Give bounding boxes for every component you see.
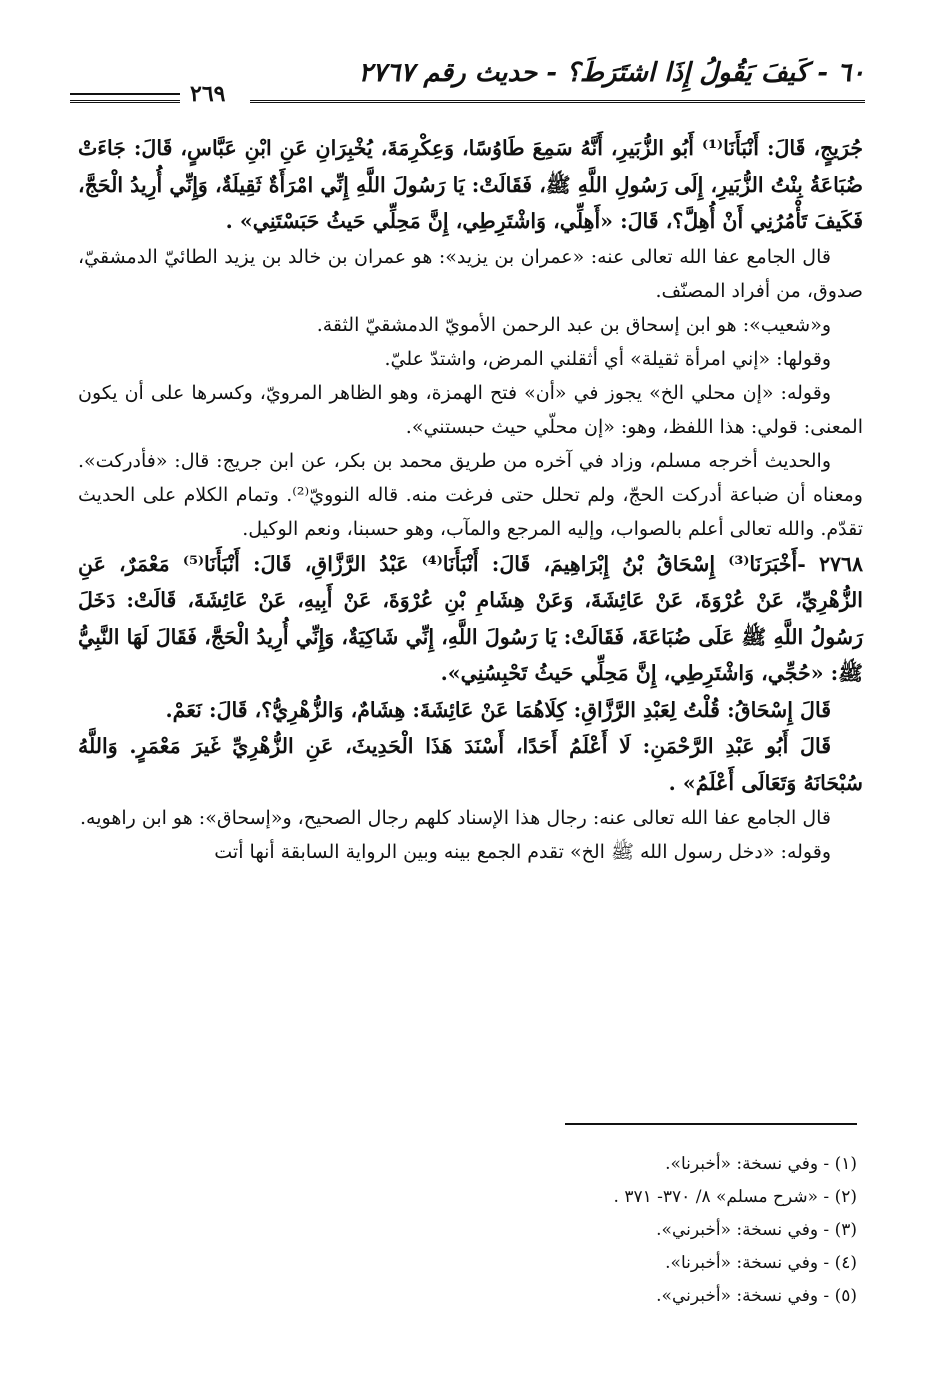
footnote-separator — [565, 1123, 857, 1125]
hadith-note-ishaq: قَالَ إِسْحَاقُ: قُلْتُ لِعَبْدِ الرَّزَّاقِ: كِلَاهُمَا عَنْ عَائِشَةَ: هِشَامٌ، وَالزُّهْرِيُّ؟، قَالَ: نَعَمْ. — [165, 697, 831, 722]
footnote: (١) - وفي نسخة: «أخبرنا». — [665, 1154, 857, 1174]
commentary-paragraph: والحديث أخرجه مسلم، وزاد في آخره من طريق محمد بن بكر، عن ابن جريج: قال: «فأدركت». ومعناه أن ضباعة أدركت الحجّ، ولم تحلل حتى فرغت منه. قاله النوويّ⁽²⁾. وتمام الكلام على الحديث تقدّم. والله تعالى أعلم بالصواب، وإليه المرجع والمآب، وهو حسبنا، ونعم الوكيل. — [78, 449, 863, 540]
commentary-paragraph: وقوله: «دخل رسول الله ﷺ الخ» تقدم الجمع بينه وبين الرواية السابقة أنها أتت — [214, 841, 831, 863]
hadith-text-continued: جُرَيجٍ، قَالَ: أَنْبَأَنَا⁽¹⁾ أَبُو الزُّبَيرِ، أَنَّهُ سَمِعَ طَاوُسًا، وَعِكْرِمَةَ، يُخْبِرَانِ عَنِ ابْنِ عَبَّاسٍ، قَالَ: جَاءَتْ ضُبَاعَةُ بِنْتُ الزُّبَيرِ، إِلَى رَسُولِ اللَّهِ ﷺ، فَقَالَتْ: يَا رَسُولَ اللَّهِ إِنِّي امْرَأَةٌ ثَقِيلَةٌ، وَإِنِّي أُرِيدُ الْحَجَّ، فَكَيفَ تَأْمُرُنِي أَنْ أُهِلَّ؟، قَالَ: «أَهِلِّي، وَاشْتَرِطِي، إِنَّ مَحِلِّي حَيثُ حَبَسْتَنِي» . — [78, 136, 863, 233]
footnote: (٢) - «شرح مسلم» ٨/ ٣٧٠- ٣٧١ . — [613, 1187, 857, 1207]
page-number-rule-bottom — [70, 100, 180, 103]
footnote: (٣) - وفي نسخة: «أخبرني». — [656, 1220, 857, 1240]
commentary-paragraph: و«شعيب»: هو ابن إسحاق بن عبد الرحمن الأمويّ الدمشقيّ الثقة. — [316, 313, 831, 336]
running-title: ٦٠ - كَيفَ يَقُولُ إِذَا اشتَرَطَ؟ - حديث رقم ٢٧٦٧ — [358, 58, 865, 88]
page-number: ٢٦٩ — [190, 81, 226, 107]
main-text — [78, 130, 863, 869]
page-number-rule-top — [70, 93, 180, 95]
commentary-paragraph: وقولها: «إني امرأة ثقيلة» أي أثقلني المرض، واشتدّ عليّ. — [384, 347, 831, 370]
hadith-note-author: قَالَ أَبُو عَبْدِ الرَّحْمَنِ: لَا أَعْلَمُ أَحَدًا، أَسْنَدَ هَذَا الْحَدِيثَ، عَنِ الزُّهْرِيِّ غَيرَ مَعْمَرٍ. وَاللَّهُ سُبْحَانَهُ وَتَعَالَى أَعْلَمُ» . — [78, 734, 863, 795]
commentary-paragraph: قال الجامع عفا الله تعالى عنه: رجال هذا الإسناد كلهم رجال الصحيح، و«إسحاق»: هو ابن راهويه. — [80, 807, 831, 829]
commentary-paragraph: وقوله: «إن محلي الخ» يجوز في «أن» فتح الهمزة، وهو الظاهر المرويّ، وكسرها على أن يكون المعنى: قولي: هذا اللفظ، وهو: «إن محلّي حيث حبستني». — [78, 381, 863, 438]
hadith-2768: ٢٧٦٨ -أَخْبَرَنَا⁽³⁾ إِسْحَاقُ بْنُ إِبْرَاهِيمَ، قَالَ: أَنْبَأَنَا⁽⁴⁾ عَبْدُ الرَّزَّاقِ، قَالَ: أَنْبَأَنَا⁽⁵⁾ مَعْمَرٌ، عَنِ الزُّهْرِيِّ، عَنْ عُرْوَةَ، عَنْ عَائِشَةَ، وَعَنْ هِشَامِ بْنِ عُرْوَةَ، عَنْ أَبِيهِ، عَنْ عَائِشَةَ، قَالَتْ: دَخَلَ رَسُولُ اللَّهِ ﷺ عَلَى ضُبَاعَةَ، فَقَالَتْ: يَا رَسُولَ اللَّهِ، إِنِّي شَاكِيَةٌ، وَإِنِّي أُرِيدُ الْحَجَّ، فَقَالَ لَهَا النَّبِيُّ ﷺ: «حُجِّي، وَاشْتَرِطِي، إِنَّ مَحِلِّي حَيثُ تَحْبِسُنِي». — [78, 551, 863, 685]
commentary-paragraph: قال الجامع عفا الله تعالى عنه: «عمران بن يزيد»: هو عمران بن خالد بن يزيد الطائيّ الدمشقيّ، صدوق، من أفراد المصنّف. — [78, 245, 863, 302]
footnotes — [257, 1148, 857, 1313]
page-header — [70, 50, 865, 110]
header-rule — [250, 100, 865, 103]
footnote: (٥) - وفي نسخة: «أخبرني». — [656, 1286, 857, 1306]
footnote: (٤) - وفي نسخة: «أخبرنا». — [665, 1253, 857, 1273]
